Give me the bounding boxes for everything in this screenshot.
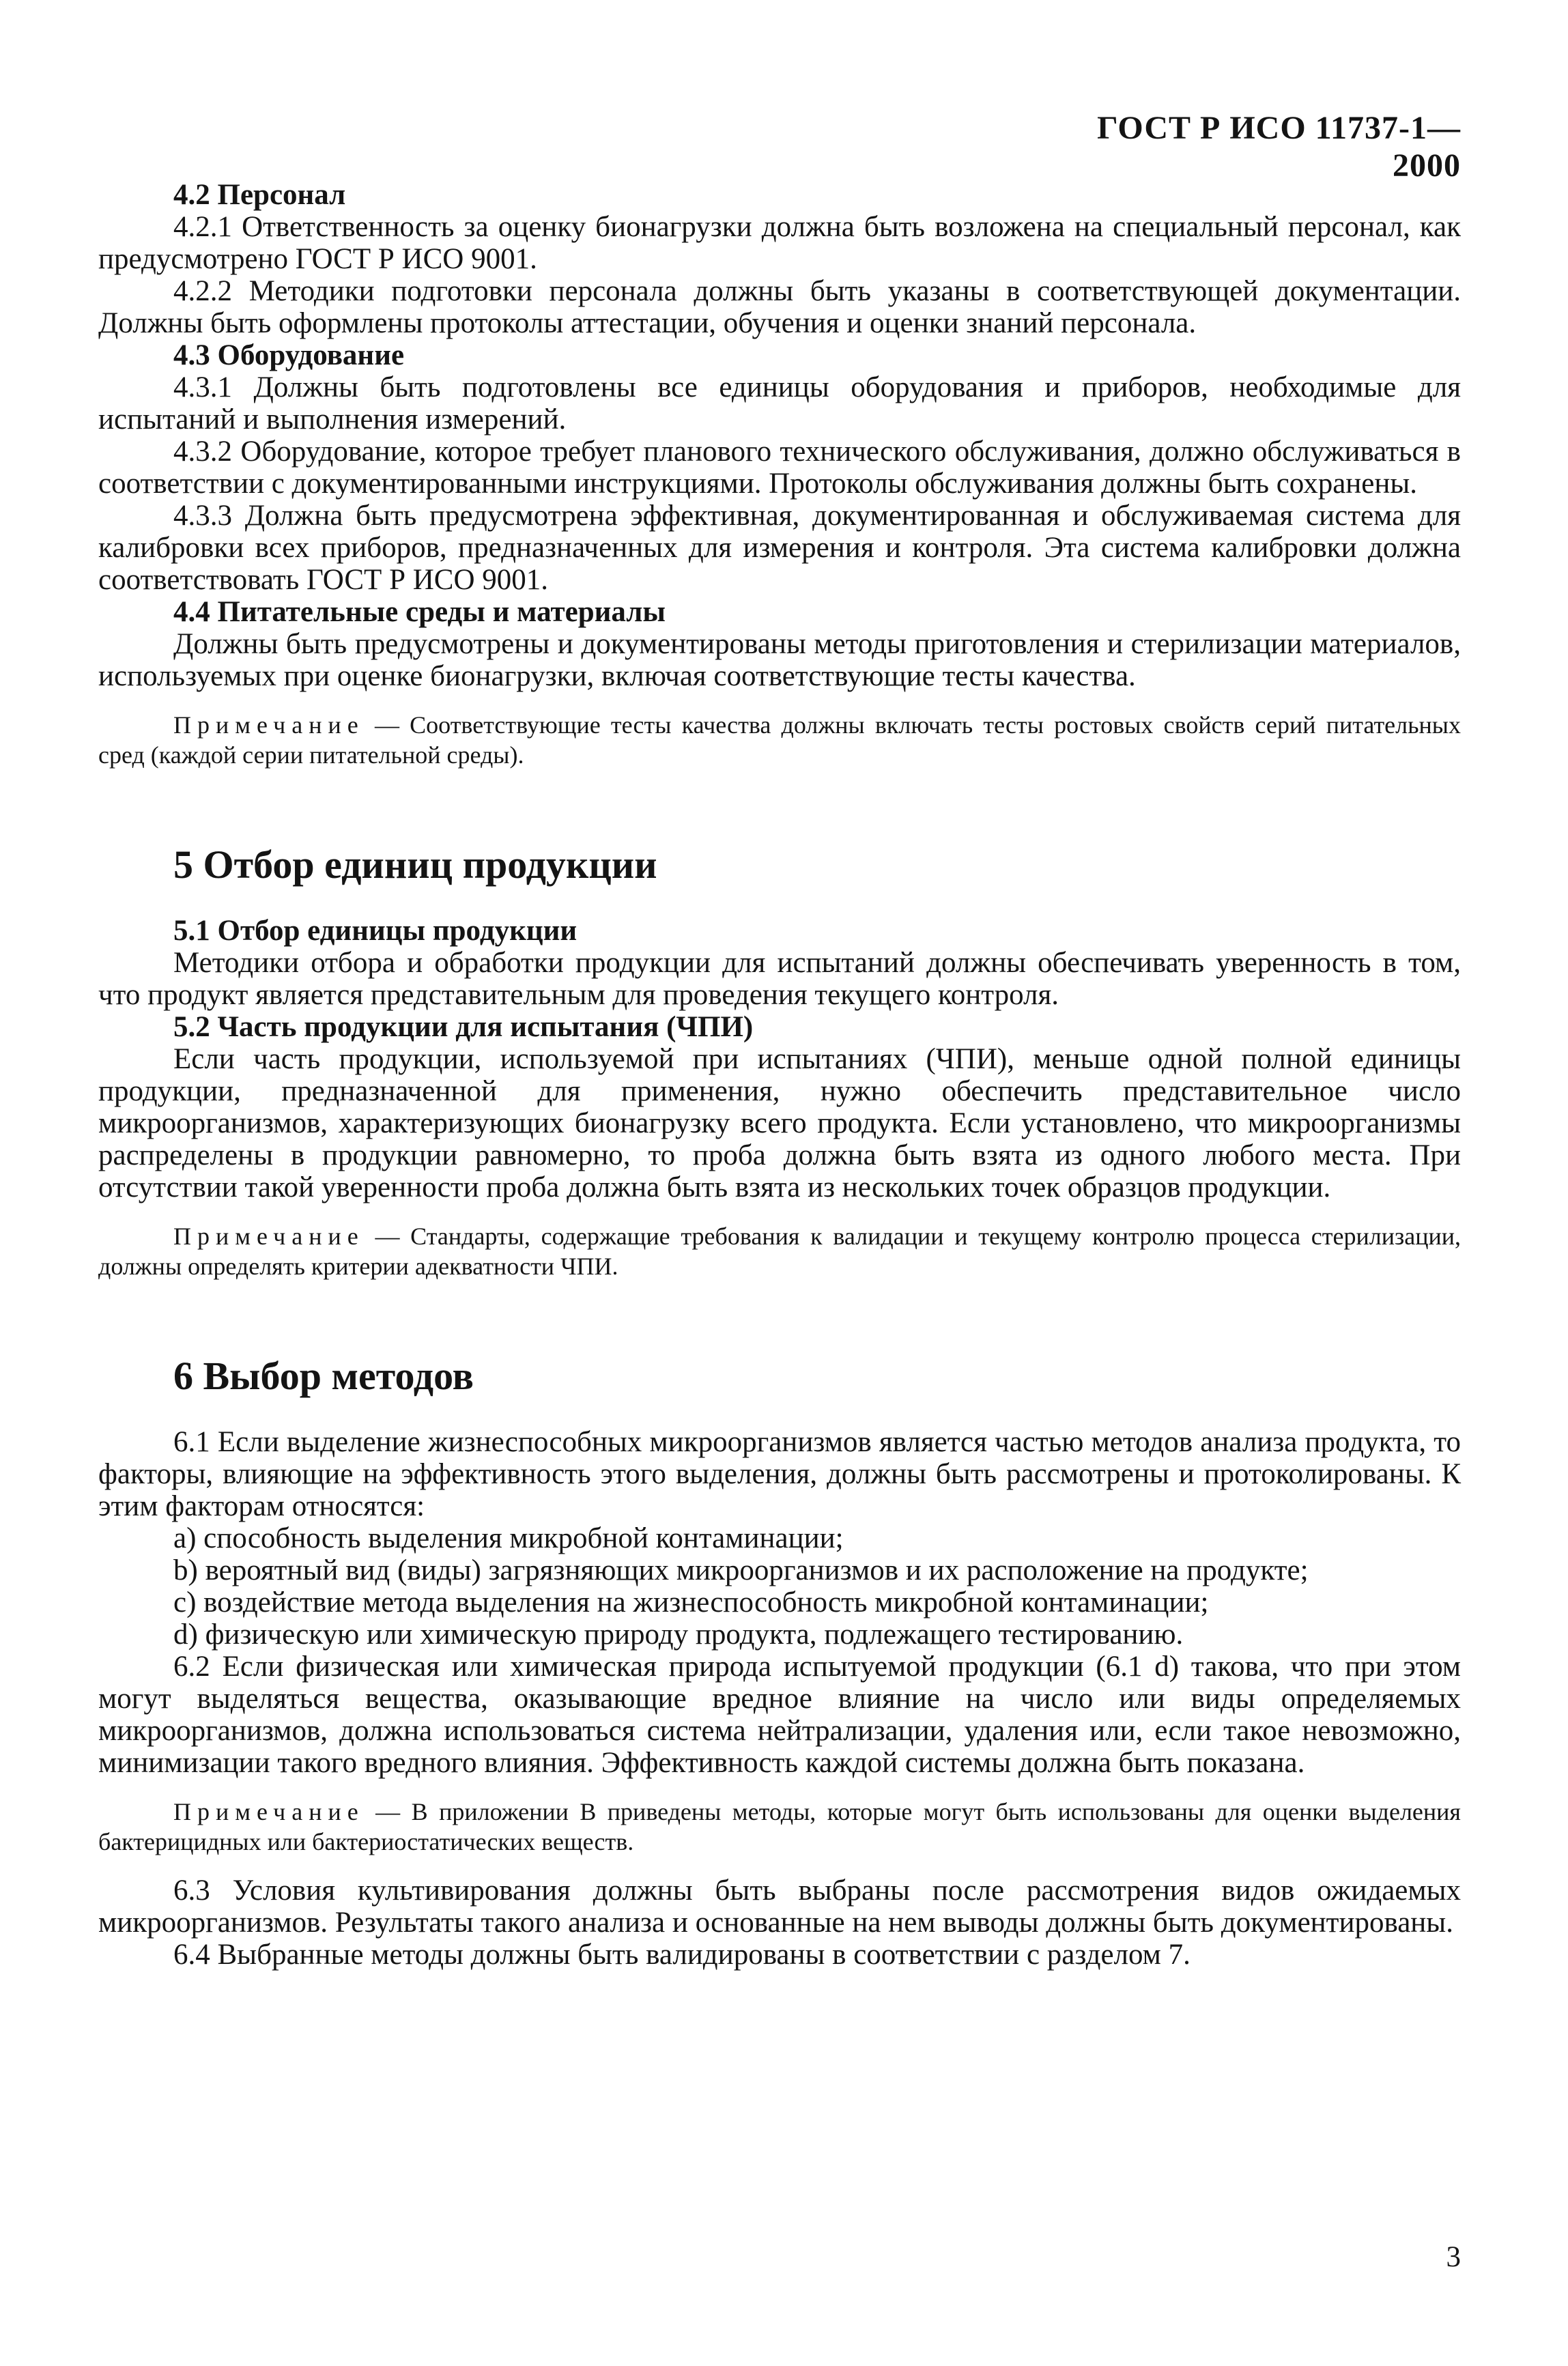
section-5-1-heading: 5.1 Отбор единицы продукции xyxy=(173,915,578,947)
note-label: Примечание xyxy=(173,711,365,739)
page-number: 3 xyxy=(1446,2241,1461,2273)
list-item-b: b) вероятный вид (виды) загрязняющих микроорганизмов и их расположение на продукте; xyxy=(173,1554,1309,1586)
paragraph-6-2: 6.2 Если физическая или химическая природа испытуемой продукции (6.1 d) такова, что при этом могут выделяться вещества, оказывающие вредное влияние на число или виды определяемых микроорганизмов, должна использоваться система нейтрализации, удаления или, если такое невозможно, минимизации такого вредного влияния. Эффективность каждой системы должна быть показана. xyxy=(98,1651,1461,1779)
paragraph-6-1: 6.1 Если выделение жизнеспособных микроорганизмов является частью методов анализа продукта, то факторы, влияющие на эффективность этого выделения, должны быть рассмотрены и протоколированы. К этим факторам относятся: xyxy=(98,1426,1461,1522)
note-4-4 xyxy=(98,710,1461,770)
paragraph-5-1: Методики отбора и обработки продукции для испытаний должны обеспечивать уверенность в том, что продукт является представительным для проведения текущего контроля. xyxy=(98,947,1461,1011)
section-4-4-heading: 4.4 Питательные среды и материалы xyxy=(173,596,666,628)
section-5-2-heading: 5.2 Часть продукции для испытания (ЧПИ) xyxy=(173,1011,754,1043)
note-5-2 xyxy=(98,1221,1461,1281)
note-text: — В приложении В приведены методы, которые могут быть использованы для оценки выделения бактерицидных или бактериостатических веществ. xyxy=(98,1798,1461,1855)
note-text: — Стандарты, содержащие требования к валидации и текущему контролю процесса стерилизации, должны определять критерии адекватности ЧПИ. xyxy=(98,1223,1461,1280)
note-label: Примечание xyxy=(173,1223,365,1250)
note-label: Примечание xyxy=(173,1798,365,1825)
paragraph-4-4: Должны быть предусмотрены и документированы методы приготовления и стерилизации материалов, используемых при оценке бионагрузки, включая соответствующие тесты качества. xyxy=(98,628,1461,692)
paragraph-5-2: Если часть продукции, используемой при испытаниях (ЧПИ), меньше одной полной единицы продукции, предназначенной для применения, нужно обеспечить представительное число микроорганизмов, характеризующих бионагрузку всего продукта. Если установлено, что микроорганизмы распределены в продукции равномерно, то проба должна быть взята из одного любого места. При отсутствии такой уверенности проба должна быть взята из нескольких точек образцов продукции. xyxy=(98,1043,1461,1203)
paragraph-4-3-1: 4.3.1 Должны быть подготовлены все единицы оборудования и приборов, необходимые для испытаний и выполнения измерений. xyxy=(98,371,1461,436)
list-item-c: c) воздействие метода выделения на жизнеспособность микробной контаминации; xyxy=(173,1586,1209,1619)
section-6-heading: 6 Выбор методов xyxy=(173,1354,474,1398)
list-item-d: d) физическую или химическую природу продукта, подлежащего тестированию. xyxy=(173,1619,1184,1651)
paragraph-4-2-2: 4.2.2 Методики подготовки персонала должны быть указаны в соответствующей документации. Должны быть оформлены протоколы аттестации, обучения и оценки знаний персонала. xyxy=(98,275,1461,339)
list-item-a: a) способность выделения микробной контаминации; xyxy=(173,1522,844,1554)
section-4-2-heading: 4.2 Персонал xyxy=(173,179,346,211)
note-text: — Соответствующие тесты качества должны включать тесты ростовых свойств серий питательных сред (каждой серии питательной среды). xyxy=(98,711,1461,769)
paragraph-6-4: 6.4 Выбранные методы должны быть валидированы в соответствии с разделом 7. xyxy=(173,1939,1191,1971)
document-header: ГОСТ Р ИСО 11737-1—2000 xyxy=(1097,110,1461,184)
paragraph-4-3-3: 4.3.3 Должна быть предусмотрена эффективная, документированная и обслуживаемая система для калибровки всех приборов, предназначенных для измерения и контроля. Эта система калибровки должна соответствовать ГОСТ Р ИСО 9001. xyxy=(98,500,1461,596)
paragraph-4-2-1: 4.2.1 Ответственность за оценку бионагрузки должна быть возложена на специальный персонал, как предусмотрено ГОСТ Р ИСО 9001. xyxy=(98,211,1461,275)
section-5-heading: 5 Отбор единиц продукции xyxy=(173,842,657,887)
paragraph-6-3: 6.3 Условия культивирования должны быть выбраны после рассмотрения видов ожидаемых микроорганизмов. Результаты такого анализа и основанные на нем выводы должны быть документированы. xyxy=(98,1875,1461,1939)
document-body xyxy=(98,179,1461,1971)
note-6-2 xyxy=(98,1797,1461,1857)
paragraph-4-3-2: 4.3.2 Оборудование, которое требует планового технического обслуживания, должно обслуживаться в соответствии с документированными инструкциями. Протоколы обслуживания должны быть сохранены. xyxy=(98,436,1461,500)
section-4-3-heading: 4.3 Оборудование xyxy=(173,339,405,371)
